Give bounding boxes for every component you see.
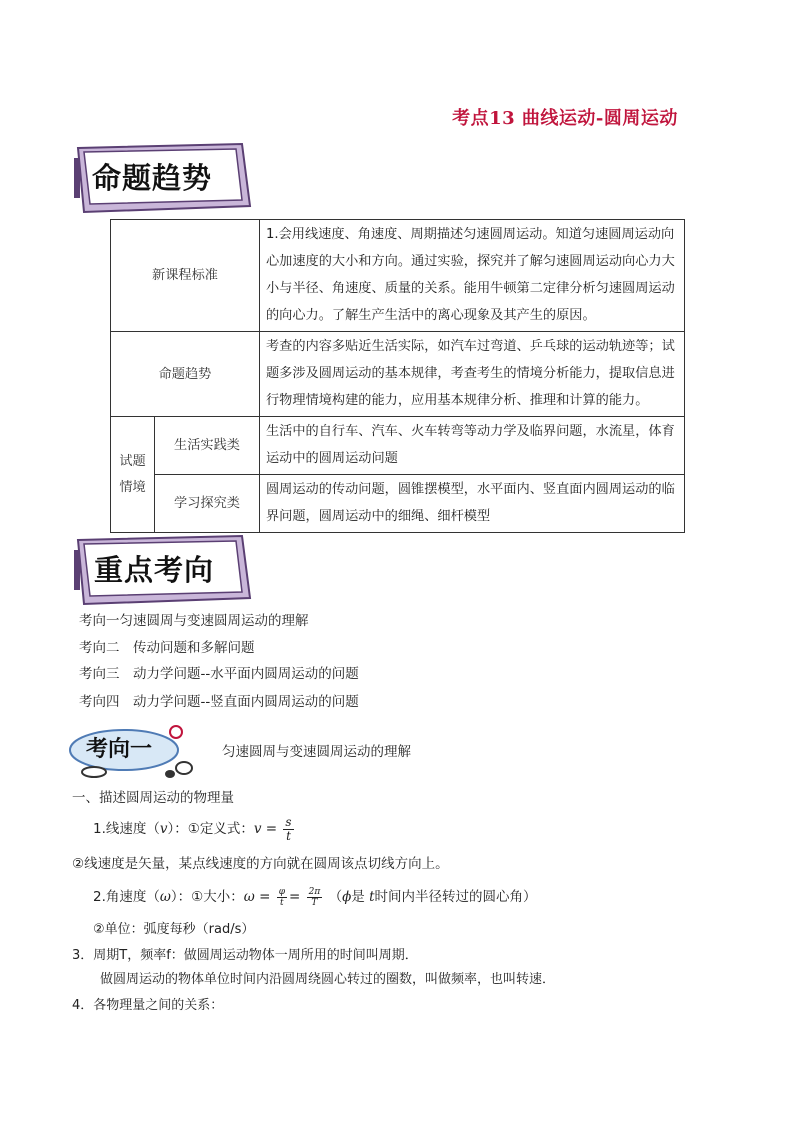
fraction-numerator: 2π	[308, 886, 321, 897]
angular-unit-line: ②单位：弧度每秒（rad/s）	[93, 922, 255, 937]
linear-velocity-lhs: v =	[253, 821, 278, 837]
relations-line: 4．各物理量之间的关系：	[72, 998, 224, 1013]
table-label-scenario-1: 试题	[119, 453, 146, 469]
table-label-trend: 命题趋势	[111, 332, 260, 417]
fraction-denominator: T	[311, 897, 318, 908]
table-content-life: 生活中的自行车、汽车、火车转弯等动力学及临界问题，水流星，体育运动中的圆周运动问题	[260, 417, 685, 475]
subsection-title: 一、描述圆周运动的物理量	[72, 790, 234, 806]
angular-phi: ϕ	[342, 889, 352, 905]
angular-fraction-1	[277, 887, 287, 908]
linear-velocity-line	[93, 812, 296, 846]
table-row	[111, 475, 685, 533]
linear-velocity-mid: ）：①定义式：	[167, 821, 254, 837]
linear-velocity-symbol: v	[159, 821, 168, 837]
linear-velocity-prefix: 1.线速度（	[93, 821, 160, 837]
banner-focus	[74, 534, 254, 606]
table-label-scenario	[111, 417, 155, 533]
linear-velocity-fraction	[283, 816, 293, 843]
fraction-denominator: t	[280, 897, 284, 908]
table-row	[111, 417, 685, 475]
section-heading: 匀速圆周与变速圆周运动的理解	[222, 744, 411, 760]
table-content-standard: 1.会用线速度、角速度、周期描述匀速圆周运动。知道匀速圆周运动向心加速度的大小和方向。通过实验，探究并了解匀速圆周运动向心力大小与半径、角速度、质量的关系。能用牛顿第二定律分析匀速圆周运动的向心力。了解生产生活中的离心现象及其产生的原因。	[260, 220, 685, 332]
banner-trend-label: 命题趋势	[92, 161, 213, 195]
angular-paren: （	[328, 889, 343, 905]
period-line-1: 3．周期T，频率f：做圆周运动物体一周所用的时间叫周期．	[72, 948, 418, 963]
table-row	[111, 220, 685, 332]
angular-note-2: 时间内半径转过的圆心角）	[374, 889, 537, 905]
table-label-standard: 新课程标准	[111, 220, 260, 332]
fraction-numerator: s	[285, 814, 292, 829]
banner-trend	[74, 142, 254, 214]
angular-velocity-line	[93, 880, 537, 914]
period-line-2: 做圆周运动的物体单位时间内沿圆周绕圆心转过的圈数，叫做频率，也叫转速．	[100, 972, 556, 987]
page-title: 考点13 曲线运动-圆周运动	[452, 108, 678, 129]
angular-velocity-symbol: ω	[159, 889, 171, 905]
angular-velocity-mid: ）：①大小：	[170, 889, 244, 905]
course-table	[110, 219, 685, 533]
angular-note-1: 是	[351, 889, 365, 905]
table-content-trend: 考查的内容多贴近生活实际，如汽车过弯道、乒乓球的运动轨迹等；试题多涉及圆周运动的基本规律，考查考生的情境分析能力，提取信息进行物理情境构建的能力，应用基本规律分析、推理和计算的能力。	[260, 332, 685, 417]
banner-topic-one-label: 考向一	[86, 736, 153, 762]
table-label-life: 生活实践类	[155, 417, 260, 475]
angular-fraction-2	[307, 887, 323, 908]
topic-item-1: 考向一匀速圆周与变速圆周运动的理解	[79, 613, 309, 629]
angular-velocity-lhs: ω =	[243, 889, 271, 905]
fraction-denominator: t	[286, 828, 291, 843]
banner-topic-one	[66, 724, 196, 782]
banner-focus-label: 重点考向	[94, 553, 215, 587]
angular-equals: =	[289, 889, 301, 905]
angular-velocity-prefix: 2.角速度（	[93, 889, 160, 905]
table-content-study: 圆周运动的传动问题，圆锥摆模型，水平面内、竖直面内圆周运动的临界问题，圆周运动中的细绳、细杆模型	[260, 475, 685, 533]
fraction-numerator: φ	[278, 886, 285, 897]
table-label-study: 学习探究类	[155, 475, 260, 533]
topic-item-4: 考向四 动力学问题--竖直面内圆周运动的问题	[79, 694, 359, 710]
table-label-scenario-2: 情境	[119, 479, 146, 495]
table-row	[111, 332, 685, 417]
topic-item-2: 考向二 传动问题和多解问题	[79, 640, 255, 656]
topic-item-3: 考向三 动力学问题--水平面内圆周运动的问题	[79, 666, 359, 682]
linear-velocity-note: ②线速度是矢量，某点线速度的方向就在圆周该点切线方向上。	[72, 856, 449, 872]
angular-t: t	[369, 889, 375, 905]
